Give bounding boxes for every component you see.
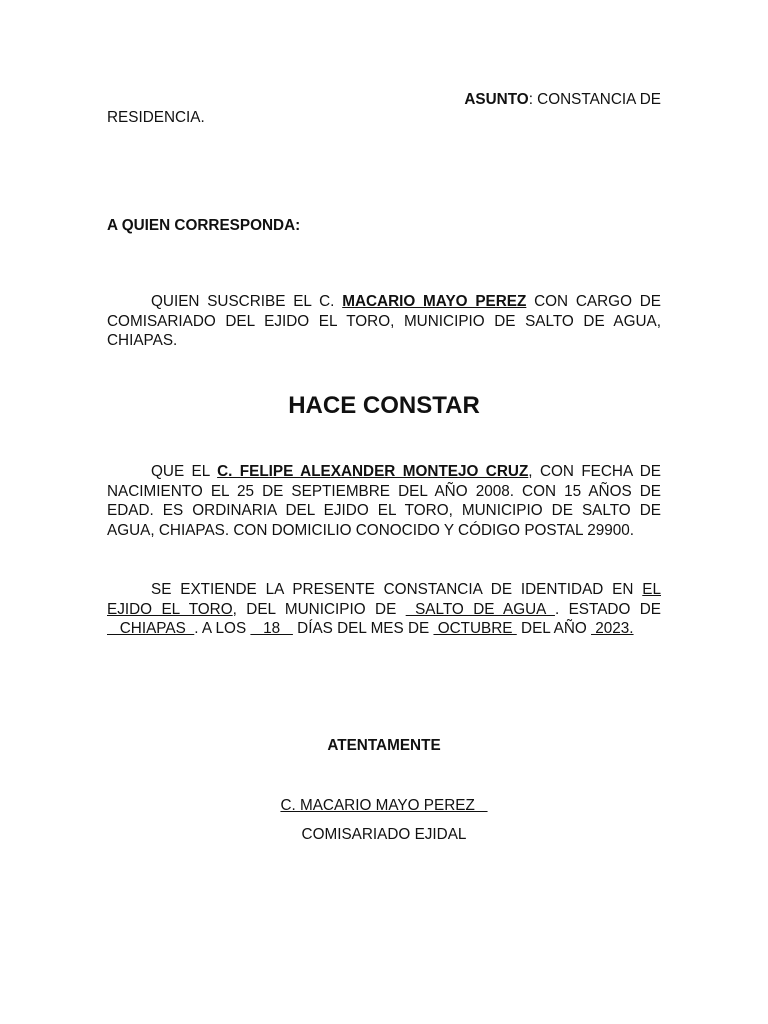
issuance-text-5: DÍAS DEL MES DE [292,620,434,638]
signature-name: C. MACARIO MAYO PEREZ [280,797,488,814]
issuance-ejido: EL EJIDO EL TORO [107,581,661,618]
paragraph-certify [107,462,661,540]
subject-label: ASUNTO [464,91,529,108]
resident-name: C. FELIPE ALEXANDER MONTEJO CRUZ [217,463,529,480]
paragraph-subscriber-intro: QUIEN SUSCRIBE EL C. [151,293,343,310]
greeting: A QUIEN CORRESPONDA: [107,217,301,234]
issuance-text-3: . ESTADO DE [554,600,662,618]
subject-continuation: RESIDENCIA. [107,109,205,126]
paragraph-certify-intro: QUE EL [151,463,218,480]
signature-block [107,796,661,816]
signature-role: COMISARIADO EJIDAL [301,826,467,843]
issuance-municipio: SALTO DE AGUA [405,600,555,618]
subject-text: : CONSTANCIA DE [528,91,661,108]
paragraph-subscriber [107,292,661,351]
issuance-text-4: . A LOS [194,620,251,638]
subject-line [107,90,661,110]
issuance-anio: 2023. [591,620,634,638]
document-title: HACE CONSTAR [288,392,480,419]
issuance-text-6: DEL AÑO [516,620,592,638]
closing: ATENTAMENTE [327,737,441,754]
paragraph-subscriber-rest: CON CARGO DE COMISARIADO DEL EJIDO EL TORO, MUNICIPIO DE SALTO DE AGUA, CHIAPAS. [107,293,661,350]
issuance-text-1: SE EXTIENDE LA PRESENTE CONSTANCIA DE IDENTIDAD EN [151,581,643,598]
paragraph-certify-rest: , CON FECHA DE NACIMIENTO EL 25 DE SEPTIEMBRE DEL AÑO 2008. CON 15 AÑOS DE EDAD. ES ORDINARIA DEL EJIDO EL TORO, MUNICIPIO DE SALTO DE AGUA, CHIAPAS. CON DOMICILIO CONOCIDO Y CÓDIGO POSTAL 29900. [107,463,661,539]
subscriber-name: MACARIO MAYO PEREZ [342,293,527,310]
issuance-estado: CHIAPAS [107,620,195,638]
issuance-text-2: , DEL MUNICIPIO DE [232,600,406,618]
issuance-dia: 18 [250,620,293,638]
paragraph-issuance [107,580,661,639]
issuance-mes: OCTUBRE [433,620,517,638]
